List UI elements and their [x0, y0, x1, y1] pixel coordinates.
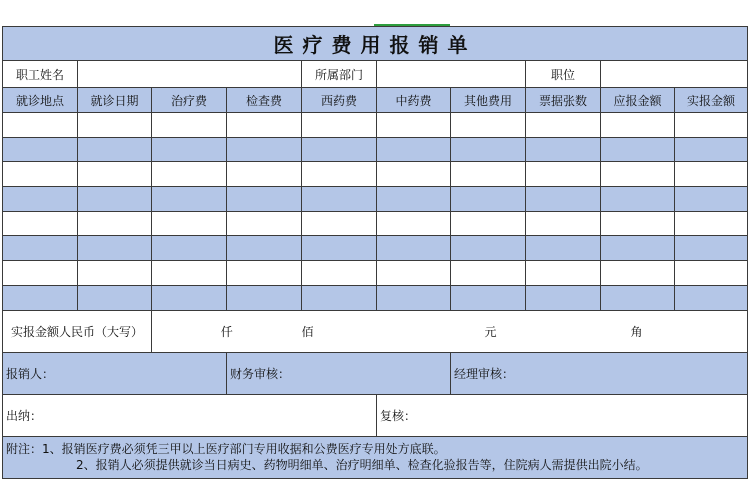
table-cell[interactable] — [377, 261, 451, 286]
table-cell[interactable] — [152, 285, 227, 310]
manager-review-field[interactable]: 经理审核： — [451, 352, 748, 394]
table-cell[interactable] — [675, 236, 748, 261]
table-cell[interactable] — [3, 137, 78, 162]
approval-row — [3, 352, 748, 394]
table-cell[interactable] — [78, 211, 152, 236]
table-cell[interactable] — [227, 113, 302, 138]
table-row — [3, 211, 748, 236]
employee-name-label: 职工姓名 — [3, 61, 78, 88]
table-cell[interactable] — [601, 285, 675, 310]
col-header-visit-date: 就诊日期 — [78, 88, 152, 113]
position-label: 职位 — [526, 61, 601, 88]
table-cell[interactable] — [78, 187, 152, 212]
table-cell[interactable] — [526, 162, 601, 187]
table-cell[interactable] — [526, 113, 601, 138]
table-row — [3, 261, 748, 286]
table-cell[interactable] — [377, 285, 451, 310]
table-cell[interactable] — [302, 137, 377, 162]
notes-cell — [3, 436, 748, 478]
table-cell[interactable] — [451, 211, 526, 236]
table-cell[interactable] — [377, 137, 451, 162]
table-cell[interactable] — [302, 211, 377, 236]
table-cell[interactable] — [526, 261, 601, 286]
table-cell[interactable] — [675, 137, 748, 162]
table-cell[interactable] — [675, 113, 748, 138]
finance-review-field[interactable]: 财务审核： — [227, 352, 451, 394]
table-cell[interactable] — [152, 162, 227, 187]
amount-unit-hundred[interactable] — [302, 310, 451, 352]
table-cell[interactable] — [78, 285, 152, 310]
table-row — [3, 285, 748, 310]
table-cell[interactable] — [675, 285, 748, 310]
table-cell[interactable] — [675, 162, 748, 187]
table-cell[interactable] — [377, 162, 451, 187]
table-row — [3, 137, 748, 162]
unit-thousand-label: 仟 — [220, 324, 233, 339]
table-row — [3, 113, 748, 138]
table-cell[interactable] — [377, 187, 451, 212]
unit-jiao-label: 角 — [630, 324, 643, 339]
department-field[interactable] — [377, 61, 526, 88]
table-cell[interactable] — [152, 211, 227, 236]
table-cell[interactable] — [227, 261, 302, 286]
col-header-other-fees: 其他费用 — [451, 88, 526, 113]
table-cell[interactable] — [78, 113, 152, 138]
table-cell[interactable] — [3, 285, 78, 310]
note-line-1: 附注：1、报销医疗费必须凭三甲以上医疗部门专用收据和公费医疗专用处方底联。 — [6, 442, 446, 456]
col-header-chinese-medicine-fee: 中药费 — [377, 88, 451, 113]
col-header-receipt-count: 票据张数 — [526, 88, 601, 113]
col-header-western-medicine-fee: 西药费 — [302, 88, 377, 113]
table-cell[interactable] — [377, 113, 451, 138]
table-cell[interactable] — [451, 137, 526, 162]
col-header-treatment-fee: 治疗费 — [152, 88, 227, 113]
form-title: 医疗费用报销单 — [3, 27, 748, 61]
table-cell[interactable] — [302, 187, 377, 212]
table-cell[interactable] — [3, 211, 78, 236]
table-cell[interactable] — [78, 236, 152, 261]
amount-unit-thousand[interactable] — [152, 310, 302, 352]
table-cell[interactable] — [227, 285, 302, 310]
table-cell[interactable] — [675, 261, 748, 286]
unit-hundred-label: 佰 — [301, 324, 314, 339]
table-cell[interactable] — [152, 137, 227, 162]
table-row — [3, 162, 748, 187]
table-cell[interactable] — [3, 261, 78, 286]
table-cell[interactable] — [152, 113, 227, 138]
col-header-actual-amount: 实报金额 — [675, 88, 748, 113]
table-cell[interactable] — [227, 137, 302, 162]
table-cell[interactable] — [451, 162, 526, 187]
table-cell[interactable] — [451, 261, 526, 286]
table-cell[interactable] — [675, 187, 748, 212]
table-cell[interactable] — [526, 285, 601, 310]
recheck-field[interactable]: 复核： — [377, 394, 748, 436]
table-cell[interactable] — [377, 211, 451, 236]
table-cell[interactable] — [451, 285, 526, 310]
reimbursement-table — [2, 26, 748, 479]
employee-name-field[interactable] — [78, 61, 302, 88]
table-cell[interactable] — [3, 113, 78, 138]
table-cell[interactable] — [227, 187, 302, 212]
amount-in-words-label: 实报金额人民币（大写） — [3, 310, 152, 352]
notes-row — [3, 436, 748, 478]
table-cell[interactable] — [3, 236, 78, 261]
table-cell[interactable] — [227, 211, 302, 236]
table-cell[interactable] — [601, 187, 675, 212]
table-cell[interactable] — [601, 211, 675, 236]
table-cell[interactable] — [152, 187, 227, 212]
column-header-row — [3, 88, 748, 113]
position-field[interactable] — [601, 61, 748, 88]
col-header-exam-fee: 检查费 — [227, 88, 302, 113]
table-cell[interactable] — [526, 211, 601, 236]
table-cell[interactable] — [451, 113, 526, 138]
table-cell[interactable] — [302, 261, 377, 286]
cashier-row — [3, 394, 748, 436]
note-line-2: 2、报销人必须提供就诊当日病史、药物明细单、治疗明细单、检查化验报告等，住院病人需提供出院小结。 — [76, 458, 648, 472]
table-cell[interactable] — [526, 187, 601, 212]
table-cell[interactable] — [3, 162, 78, 187]
amount-unit-jiao[interactable] — [601, 310, 748, 352]
table-cell[interactable] — [377, 236, 451, 261]
col-header-claimed-amount: 应报金额 — [601, 88, 675, 113]
department-label: 所属部门 — [302, 61, 377, 88]
table-row — [3, 236, 748, 261]
col-header-visit-location: 就诊地点 — [3, 88, 78, 113]
reimbursement-form — [2, 26, 747, 479]
table-cell[interactable] — [451, 236, 526, 261]
table-cell[interactable] — [451, 187, 526, 212]
table-cell[interactable] — [78, 162, 152, 187]
table-cell[interactable] — [302, 285, 377, 310]
amount-unit-yuan[interactable] — [451, 310, 601, 352]
unit-yuan-label: 元 — [484, 324, 497, 339]
table-row — [3, 187, 748, 212]
table-cell[interactable] — [152, 236, 227, 261]
amount-in-words-row — [3, 310, 748, 352]
applicant-field[interactable]: 报销人： — [3, 352, 227, 394]
table-cell[interactable] — [601, 236, 675, 261]
table-cell[interactable] — [675, 211, 748, 236]
table-cell[interactable] — [601, 261, 675, 286]
table-cell[interactable] — [601, 113, 675, 138]
table-cell[interactable] — [3, 187, 78, 212]
table-cell[interactable] — [227, 162, 302, 187]
table-cell[interactable] — [526, 236, 601, 261]
table-cell[interactable] — [302, 113, 377, 138]
table-cell[interactable] — [526, 137, 601, 162]
table-cell[interactable] — [601, 137, 675, 162]
table-cell[interactable] — [302, 162, 377, 187]
table-cell[interactable] — [601, 162, 675, 187]
table-cell[interactable] — [152, 261, 227, 286]
cashier-field[interactable]: 出纳： — [3, 394, 377, 436]
table-cell[interactable] — [227, 236, 302, 261]
table-cell[interactable] — [78, 261, 152, 286]
table-cell[interactable] — [78, 137, 152, 162]
table-cell[interactable] — [302, 236, 377, 261]
